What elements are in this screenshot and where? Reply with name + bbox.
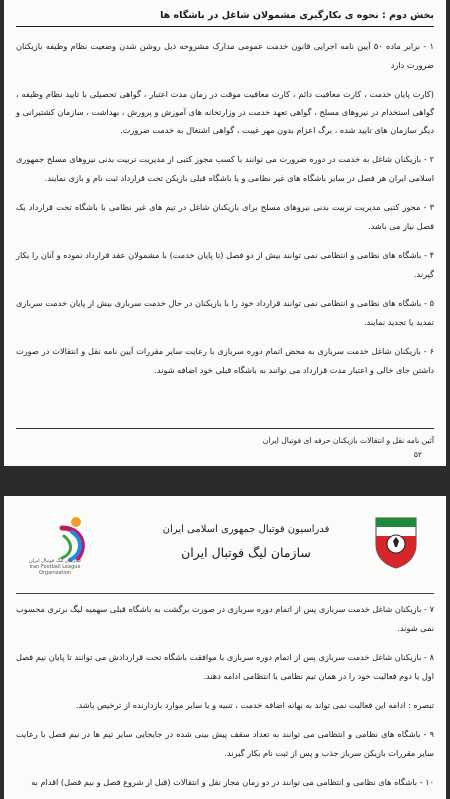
page-number: ۵۲	[413, 450, 422, 459]
paragraph-8: ۸ - بازیکنان شاغل خدمت سربازی پس از اتمام دوره سربازی با موافقت باشگاه تحت قراردادش می توانند تا پایان نیم فصل اول یا دوم فعالیت خود را در همان تیم نظامی یا انتظامی ادامه دهند.	[16, 652, 434, 681]
paragraph-1: ۱ - برابر ماده ۵۰ آیین نامه اجرایی قانون خدمت عمومی مدارک مشروحه ذیل روشن شدن وضعیت نظام وظیفه بازیکنان ضرورت دارد	[16, 41, 434, 70]
league-logo-caption	[20, 558, 90, 576]
document-page-2	[4, 496, 446, 799]
footer-rule	[16, 428, 434, 429]
federation-emblem-icon	[372, 514, 420, 570]
paragraph-10: ۱۰ - باشگاه های نظامی و انتظامی می توانند در دو زمان مجاز نقل و انتقالات (قبل از شروع فصل و نیم فصل) اقدام به	[31, 777, 434, 787]
paragraph-7: ۷ - بازیکنان شاغل خدمت سربازی پس از اتمام دوره سربازی در صورت برگشت به باشگاه قبلی سهمیه لیگ برتری محسوب نمی شوند.	[16, 604, 434, 633]
paragraph-5: ۵ - باشگاه های نظامی و انتظامی نمی توانند قرارداد خود را با بازیکنان در حال خدمت سربازی بیش از پایان خدمت سربازی تمدید یا تجدید نمایند.	[16, 298, 434, 327]
paragraph-note: تبصره : ادامه این فعالیت نمی تواند به بهانه اضافه خدمت ، تنبیه و یا سایر موارد بازدارنده از ترخیص باشد.	[75, 700, 434, 710]
organization-title	[156, 524, 336, 560]
letterhead-rule	[16, 593, 434, 594]
federation-name: فدراسیون فوتبال جمهوری اسلامی ایران	[162, 524, 330, 535]
league-logo-caption-en: Iran Football League Organization	[29, 564, 81, 576]
paragraph-2: ۲ - بازیکنان شاغل به خدمت در دوره ضرورت می توانند با کسب مجوز کتبی از مدیریت تربیت بدنی نیروهای مسلح جمهوری اسلامی ایران هر فصل در سایر باشگاه های غیر نظامی و یا باشگاه قبلی بازیکن تحت قرارداد ثبت نام و بازی نمایند.	[16, 154, 434, 183]
paragraph-6: ۶ - بازیکنان شاغل خدمت سربازی به محض اتمام دوره سربازی با رعایت سایر مقررات آیین نامه نقل و انتقالات در صورت داشتن جای خالی و اعتبار مدت قرارداد می توانند به باشگاه قبلی خود اضافه شوند.	[16, 346, 434, 375]
paragraph-9: ۹ - باشگاه های نظامی و انتظامی می توانند به تعداد سقف پیش بینی شده در جایجایی سایر تیم ها در نیم فصل با رعایت سایر مقررات بازیکن سرباز جذب و پس از ثبت نام بکار گیرند.	[16, 729, 434, 758]
paragraph-documents: (کارت پایان خدمت ، کارت معافیت دائم ، کارت معافیت موقت در زمان مدت اعتبار ، گواهی تحصیلی با تایید نظام وظیفه ، گواهی استخدام در نیروهای مسلح ، گواهی تعهد خدمت در وزارتخانه های آموزش و پرورش ، بهداشت ، سازمان کشتیرانی و دیگر سازمان های تایید شده ، برگ اعزام بدون مهر غیبت ، گواهی اشتغال به خدمت ضرورت.	[16, 89, 434, 135]
paragraph-4: ۴ - باشگاه های نظامی و انتظامی نمی توانند بیش از دو فصل (تا پایان خدمت) با مشمولان عقد قرارداد نموده و آنان را بکار گیرند.	[16, 250, 434, 279]
league-organization-name: سازمان لیگ فوتبال ایران	[181, 545, 311, 560]
paragraph-3: ۳ - مجوز کتبی مدیریت تربیت بدنی نیروهای مسلح برای بازیکنان شاغل در تیم های غیر نظامی با باشگاه تحت قرارداد یک فصل نیاز می باشد.	[16, 202, 434, 231]
footer-title: آئین نامه نقل و انتقالات بازیکنان حرفه ای فوتبال ایران	[262, 436, 434, 445]
league-logo-caption-fa: سازمان لیگ فوتبال ایران	[29, 558, 81, 564]
title-rule	[16, 26, 434, 27]
letterhead	[16, 496, 434, 593]
document-page-1	[4, 0, 446, 466]
section-title: بخش دوم : نحوه ی بکارگیری مشمولان شاغل در باشگاه ها	[160, 10, 434, 21]
